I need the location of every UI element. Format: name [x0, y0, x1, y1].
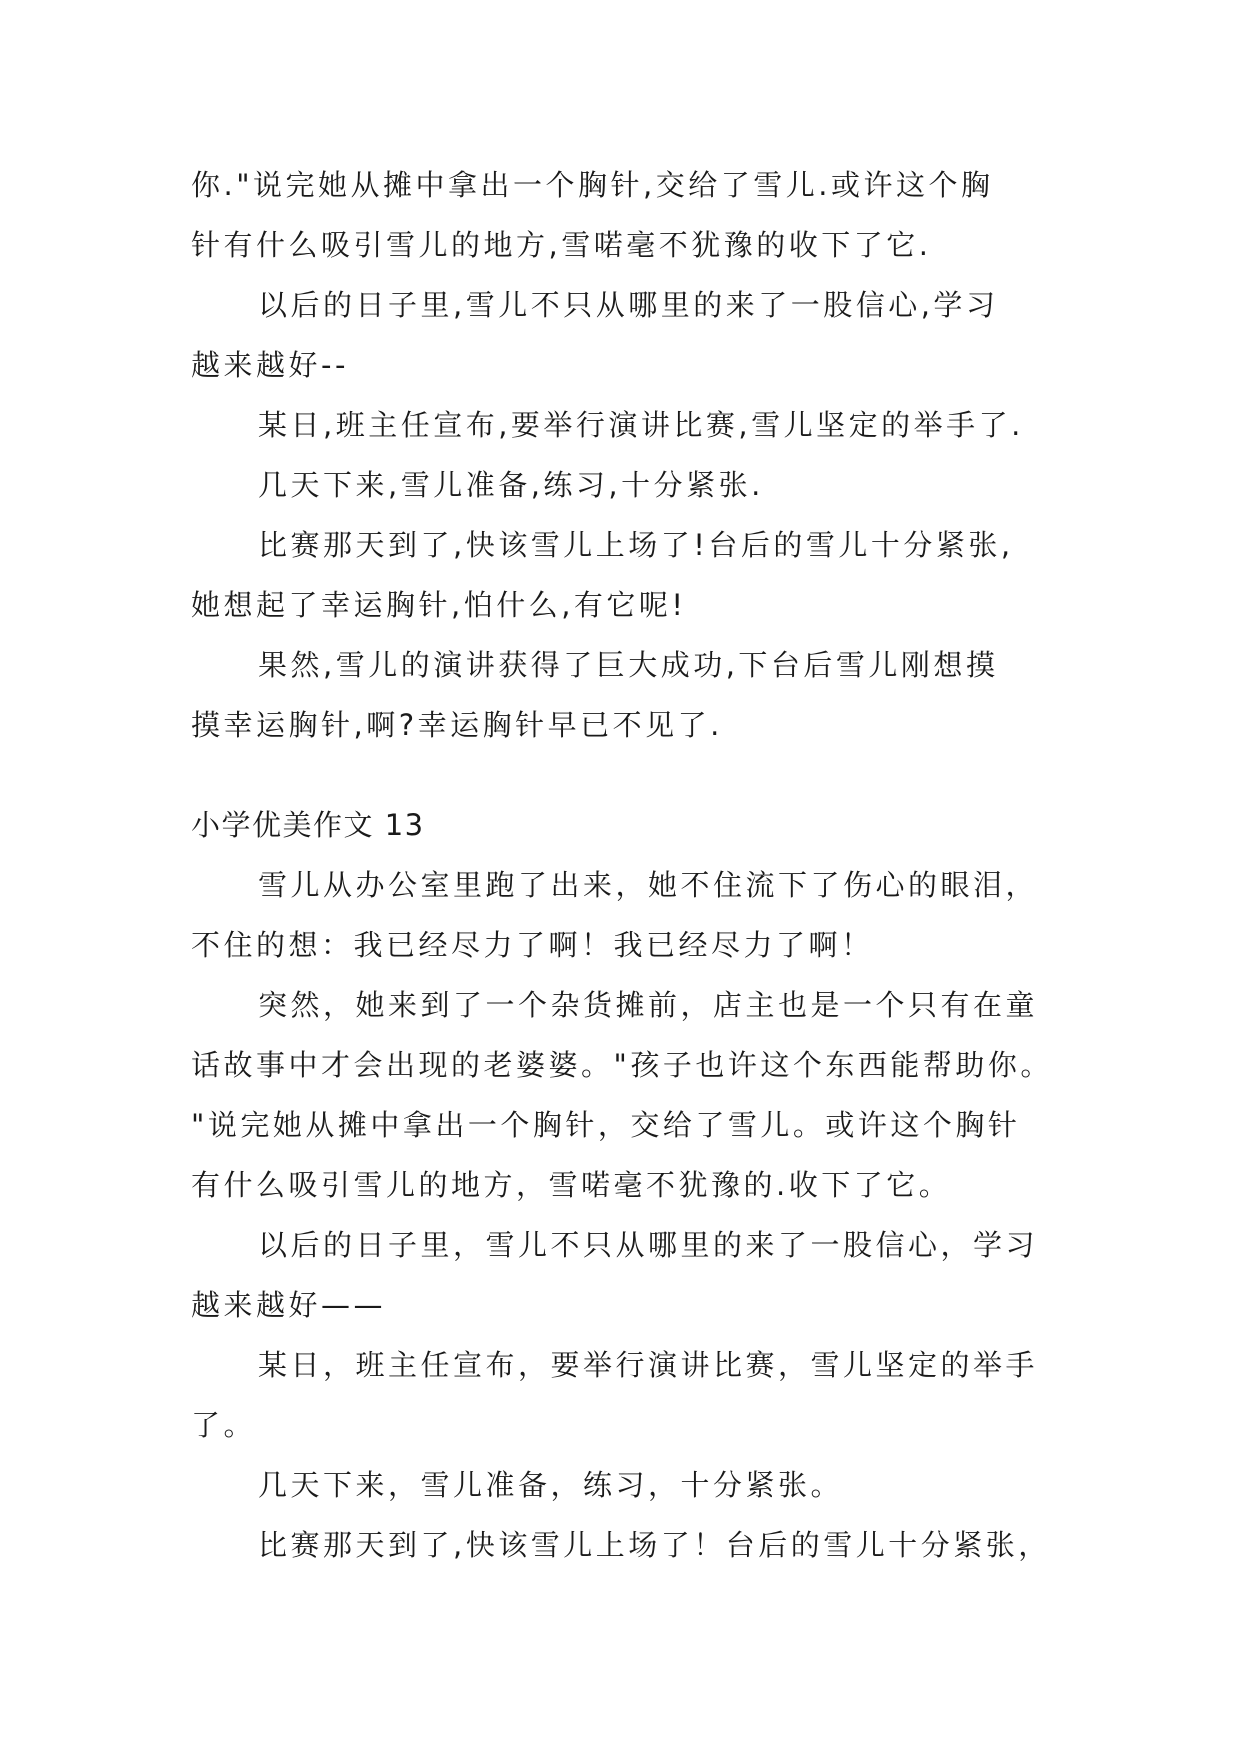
paragraph-line: 以后的日子里,雪儿不只从哪里的来了一股信心,学习 [258, 288, 999, 322]
paragraph-line: "说完她从摊中拿出一个胸针，交给了雪儿。或许这个胸针 [191, 1108, 1021, 1142]
paragraph-line: 有什么吸引雪儿的地方，雪喏毫不犹豫的.收下了它。 [191, 1168, 952, 1202]
paragraph-line: 果然,雪儿的演讲获得了巨大成功,下台后雪儿刚想摸 [258, 648, 999, 682]
paragraph-line: 某日，班主任宣布，要举行演讲比赛，雪儿坚定的举手 [258, 1348, 1039, 1382]
paragraph-line: 摸幸运胸针,啊?幸运胸针早已不见了. [191, 708, 723, 742]
paragraph-line: 越来越好—— [191, 1288, 387, 1322]
paragraph-line: 几天下来，雪儿准备，练习，十分紧张。 [258, 1468, 844, 1502]
paragraph-line: 比赛那天到了,快该雪儿上场了!台后的雪儿十分紧张, [258, 528, 1014, 562]
paragraph-line: 以后的日子里，雪儿不只从哪里的来了一股信心，学习 [258, 1228, 1039, 1262]
paragraph-line: 越来越好-- [191, 348, 349, 382]
paragraph-line: 雪儿从办公室里跑了出来，她不住流下了伤心的眼泪， [258, 868, 1039, 902]
paragraph-line: 突然，她来到了一个杂货摊前，店主也是一个只有在童 [258, 988, 1039, 1022]
paragraph-line: 某日,班主任宣布,要举行演讲比赛,雪儿坚定的举手了. [258, 408, 1024, 442]
paragraph-line: 她想起了幸运胸针,怕什么,有它呢! [191, 588, 687, 622]
paragraph-line: 针有什么吸引雪儿的地方,雪喏毫不犹豫的收下了它. [191, 228, 932, 262]
paragraph-line: 了。 [191, 1408, 257, 1442]
section-title: 小学优美作文 13 [191, 808, 425, 842]
paragraph-line: 话故事中才会出现的老婆婆。"孩子也许这个东西能帮助你。 [191, 1048, 1053, 1082]
paragraph-line: 几天下来,雪儿准备,练习,十分紧张. [258, 468, 764, 502]
paragraph-line: 你."说完她从摊中拿出一个胸针,交给了雪儿.或许这个胸 [191, 168, 994, 202]
paragraph-line: 不住的想：我已经尽力了啊！我已经尽力了啊！ [191, 928, 874, 962]
paragraph-line: 比赛那天到了,快该雪儿上场了！台后的雪儿十分紧张， [258, 1528, 1051, 1562]
